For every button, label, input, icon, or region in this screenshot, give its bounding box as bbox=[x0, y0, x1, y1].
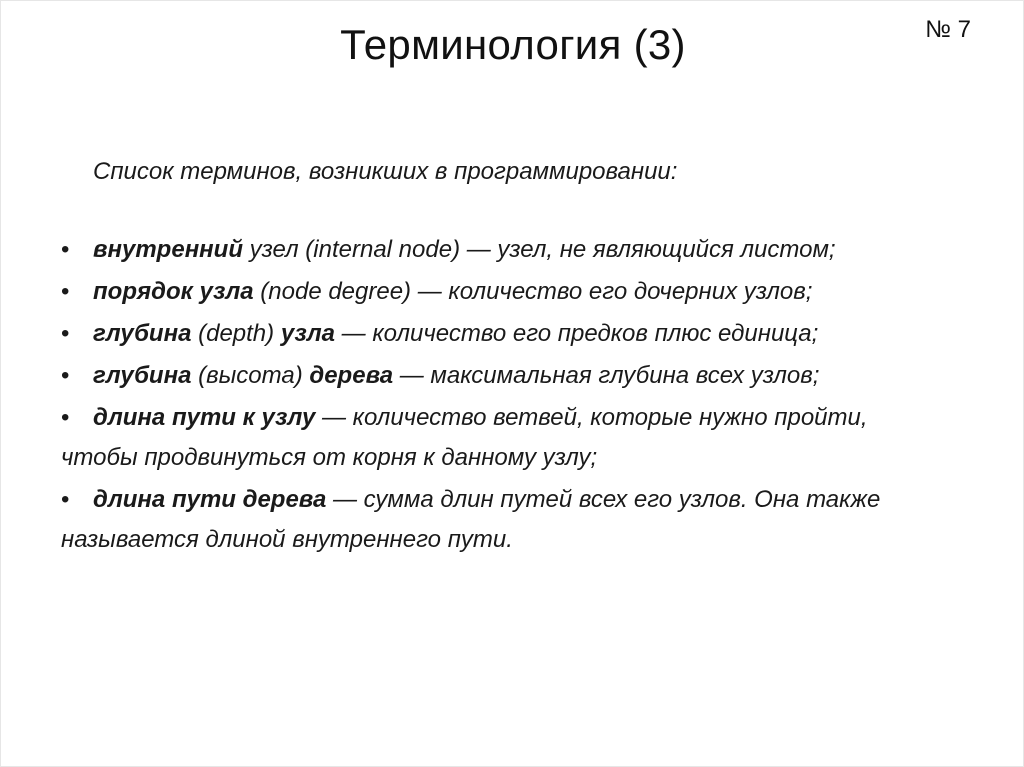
term-name: глубина bbox=[93, 320, 192, 347]
term-translation: (depth) bbox=[191, 320, 281, 347]
term-definition-cont: называется длиной внутреннего пути. bbox=[61, 526, 513, 553]
term-path-length-node bbox=[61, 398, 961, 478]
term-internal-node bbox=[61, 230, 961, 270]
term-name: длина пути к узлу bbox=[93, 404, 316, 431]
term-definition: — сумма длин путей всех его узлов. Она также bbox=[326, 486, 881, 513]
bullet-icon: • bbox=[61, 404, 70, 431]
bullet-icon: • bbox=[61, 486, 70, 513]
term-tree-depth bbox=[61, 356, 961, 396]
term-definition: (node degree) — количество его дочерних узлов; bbox=[253, 278, 813, 305]
term-name: порядок узла bbox=[93, 278, 254, 305]
term-definition: — количество его предков плюс единица; bbox=[335, 320, 819, 347]
bullet-icon: • bbox=[61, 278, 70, 305]
term-path-length-tree bbox=[61, 480, 961, 560]
term-name-suffix: узла bbox=[280, 320, 335, 347]
slide-title: Терминология (3) bbox=[340, 21, 686, 68]
term-definition: — количество ветвей, которые нужно пройти, bbox=[315, 404, 868, 431]
term-translation: (высота) bbox=[191, 362, 310, 389]
term-node-depth bbox=[61, 314, 961, 354]
intro-text: Список терминов, возникших в программировании: bbox=[93, 158, 678, 185]
term-name-suffix: дерева bbox=[309, 362, 394, 389]
term-definition-cont: чтобы продвинуться от корня к данному узлу; bbox=[61, 444, 598, 471]
term-name: длина пути дерева bbox=[93, 486, 327, 513]
term-node-degree bbox=[61, 272, 961, 312]
term-definition: узел (internal node) — узел, не являющийся листом; bbox=[243, 236, 836, 263]
bullet-icon: • bbox=[61, 362, 70, 389]
term-name: внутренний bbox=[93, 236, 243, 263]
bullet-icon: • bbox=[61, 320, 70, 347]
term-definition: — максимальная глубина всех узлов; bbox=[393, 362, 820, 389]
term-list bbox=[61, 230, 961, 562]
bullet-icon: • bbox=[61, 236, 70, 263]
term-name: глубина bbox=[93, 362, 192, 389]
slide-number: № 7 bbox=[925, 16, 971, 43]
